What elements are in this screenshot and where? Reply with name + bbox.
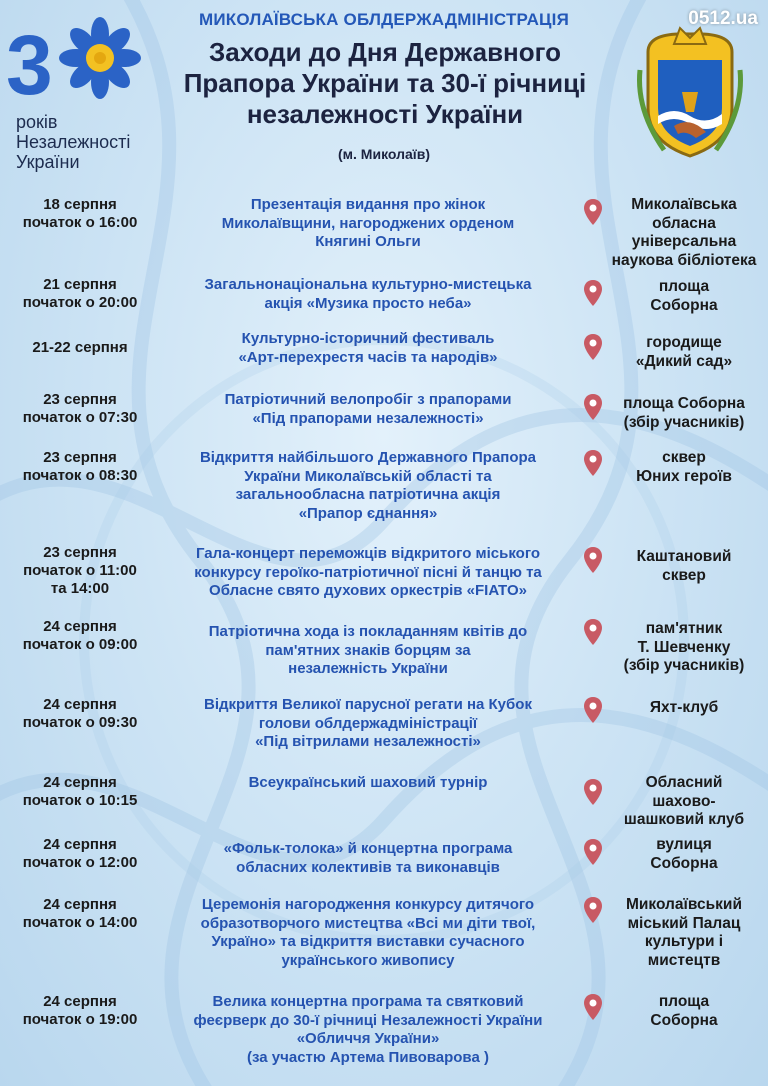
event-date: 21 серпня початок о 20:00: [22, 276, 138, 311]
event-location: пам'ятник Т. Шевченку (збір учасників): [623, 620, 745, 674]
site-watermark: 0512.ua: [688, 8, 758, 29]
location-pin-icon: [583, 198, 603, 226]
svg-text:3: 3: [6, 18, 53, 112]
event-location: Миколаївський міський Палац культури і мистецтв: [625, 896, 742, 969]
event-date: 23 серпня початок о 08:30: [22, 449, 138, 484]
event-location: площа Соборна: [650, 278, 718, 314]
location-pin-icon: [583, 838, 603, 866]
event-location: Обласний шахово- шашковий клуб: [623, 774, 745, 828]
event-title: Загальнонаціональна культурно-мистецька акція «Музика просто неба»: [204, 276, 532, 312]
event-date: 24 серпня початок о 12:00: [22, 836, 138, 871]
event-location: площа Соборна: [650, 993, 718, 1029]
event-title: Всеукраїнський шаховий турнір: [248, 774, 488, 791]
event-date: 21-22 серпня: [32, 339, 128, 356]
independence-30-logo: [6, 16, 156, 172]
location-pin-icon: [583, 333, 603, 361]
location-pin-icon: [583, 546, 603, 574]
logo-caption: років Незалежності України: [16, 112, 131, 172]
event-location: городище «Дикий сад»: [635, 334, 733, 370]
location-pin-icon: [583, 449, 603, 477]
coat-of-arms-icon: [634, 20, 746, 160]
event-location: площа Соборна (збір учасників): [623, 395, 745, 431]
organization-name: МИКОЛАЇВСЬКА ОБЛДЕРЖАДМІНІСТРАЦІЯ: [198, 10, 570, 29]
event-title: Відкриття Великої парусної регати на Кубок голови облдержадміністрації «Під вітрилами незалежності»: [204, 696, 532, 750]
page-title: Заходи до Дня Державного Прапора України та 30-ї річниці незалежності України: [183, 37, 587, 129]
event-date: 23 серпня початок о 07:30: [22, 391, 138, 426]
event-title: Патріотичний велопробіг з прапорами «Під прапорами незалежності»: [224, 391, 512, 427]
event-location: вулиця Соборна: [650, 836, 718, 872]
city-subtitle: (м. Миколаїв): [338, 146, 430, 162]
event-location: Миколаївська обласна універсальна наукова бібліотека: [611, 196, 757, 269]
event-date: 18 серпня початок о 16:00: [22, 196, 138, 231]
location-pin-icon: [583, 778, 603, 806]
event-location: сквер Юних героїв: [636, 449, 732, 485]
location-pin-icon: [583, 896, 603, 924]
flower-30-icon: [6, 16, 156, 116]
event-title: Велика концертна програма та святковий феєрверк до 30-ї річниці Незалежності України «Обличчя України» (за участю Артема Пивоварова ): [193, 993, 543, 1066]
event-date: 24 серпня початок о 09:30: [22, 696, 138, 731]
location-pin-icon: [583, 393, 603, 421]
event-title: Культурно-історичний фестиваль «Арт-перехрестя часів та народів»: [238, 330, 498, 366]
event-location: Каштановий сквер: [636, 548, 732, 584]
event-date: 24 серпня початок о 10:15: [22, 774, 138, 809]
event-title: Патріотична хода із покладанням квітів до пам'ятних знаків борцям за незалежність України: [208, 623, 528, 677]
event-title: Гала-концерт переможців відкритого міського конкурсу героїко-патріотичної пісні й танцю та Обласне свято духових оркестрів «FIATO»: [194, 545, 542, 599]
event-date: 24 серпня початок о 09:00: [22, 618, 138, 653]
event-location: Яхт-клуб: [649, 699, 719, 716]
location-pin-icon: [583, 618, 603, 646]
event-title: Церемонія нагородження конкурсу дитячого образотворчого мистецтва «Всі ми діти твої, Україно» та відкриття виставки сучасного українського живопису: [200, 896, 536, 969]
event-date: 24 серпня початок о 19:00: [22, 993, 138, 1028]
event-date: 24 серпня початок о 14:00: [22, 896, 138, 931]
location-pin-icon: [583, 279, 603, 307]
location-pin-icon: [583, 696, 603, 724]
location-pin-icon: [583, 993, 603, 1021]
event-title: Відкриття найбільшого Державного Прапора України Миколаївській області та загальнообласна патріотична акція «Прапор єднання»: [199, 449, 537, 522]
event-date: 23 серпня початок о 11:00 та 14:00: [23, 544, 137, 597]
event-title: Презентація видання про жінок Миколаївщини, нагороджених орденом Княгині Ольги: [221, 196, 515, 250]
event-title: «Фольк-толока» й концертна програма обласних колективів та виконавців: [223, 840, 513, 876]
